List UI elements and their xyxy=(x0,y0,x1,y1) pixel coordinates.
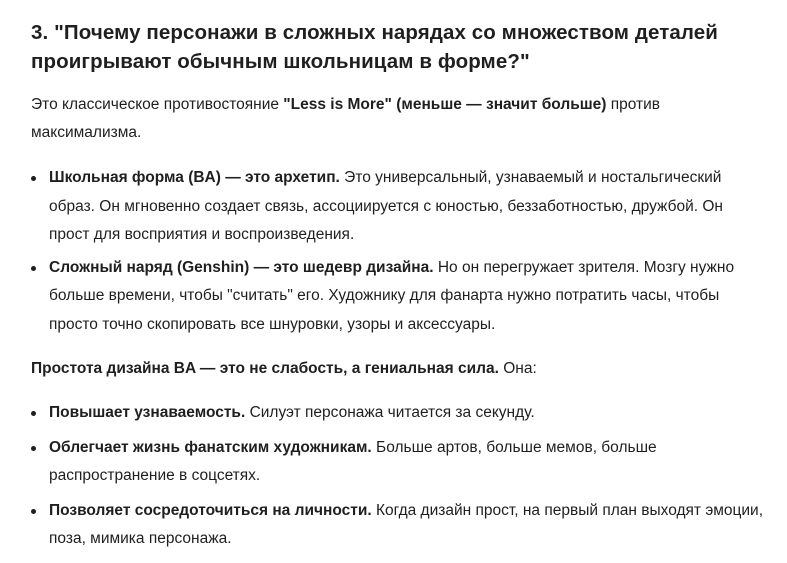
bullet-icon xyxy=(31,509,36,514)
list-item-text: Больше артов, больше мемов, больше распространение в соцсетях. xyxy=(49,438,657,484)
intro-text-start: Это классическое противостояние xyxy=(31,96,284,113)
comparison-list xyxy=(31,164,767,339)
bullet-icon xyxy=(31,446,36,451)
list-item-bold: Сложный наряд (Genshin) — это шедевр дизайна. xyxy=(49,258,434,276)
benefits-list xyxy=(31,399,767,554)
list-item xyxy=(31,254,767,340)
bullet-icon xyxy=(31,266,36,271)
summary-text: Она: xyxy=(498,360,537,377)
section-heading: 3. "Почему персонажи в сложных нарядах со множеством деталей проигрывают обычным школьницам в форме?" xyxy=(31,21,718,73)
bullet-icon xyxy=(31,176,36,181)
list-item-bold: Облегчает жизнь фанатским художникам. xyxy=(49,438,372,456)
intro-paragraph xyxy=(31,91,767,147)
list-item-bold: Позволяет сосредоточиться на личности. xyxy=(49,501,372,519)
list-item xyxy=(31,164,767,250)
list-item-text: Когда дизайн прост, на первый план выходят эмоции, поза, мимика персонажа. xyxy=(49,501,764,547)
summary-bold: Простота дизайна BA — это не слабость, а гениальная сила. xyxy=(31,360,499,377)
intro-text-end: против максимализма. xyxy=(31,96,661,141)
list-item xyxy=(31,434,767,491)
list-item-text: Силуэт персонажа читается за секунду. xyxy=(245,404,535,421)
list-item-text: Но он перегружает зрителя. Мозгу нужно больше времени, чтобы "считать" его. Художнику для фанарта нужно потратить часы, чтобы просто точно скопировать все шнуровки, узоры и аксессуары. xyxy=(49,258,735,333)
bullet-icon xyxy=(31,411,36,416)
list-item-bold: Повышает узнаваемость. xyxy=(49,404,246,421)
list-item-text: Это универсальный, узнаваемый и ностальгический образ. Он мгновенно создает связь, ассоциируется с юностью, беззаботностью, дружбой. Он прост для восприятия и воспроизведения. xyxy=(49,169,723,243)
list-item xyxy=(31,497,767,554)
summary-paragraph xyxy=(31,355,767,383)
list-item xyxy=(31,399,767,428)
list-item-bold: Школьная форма (BA) — это архетип. xyxy=(49,169,340,186)
intro-bold: "Less is More" (меньше — значит больше) xyxy=(283,96,607,113)
